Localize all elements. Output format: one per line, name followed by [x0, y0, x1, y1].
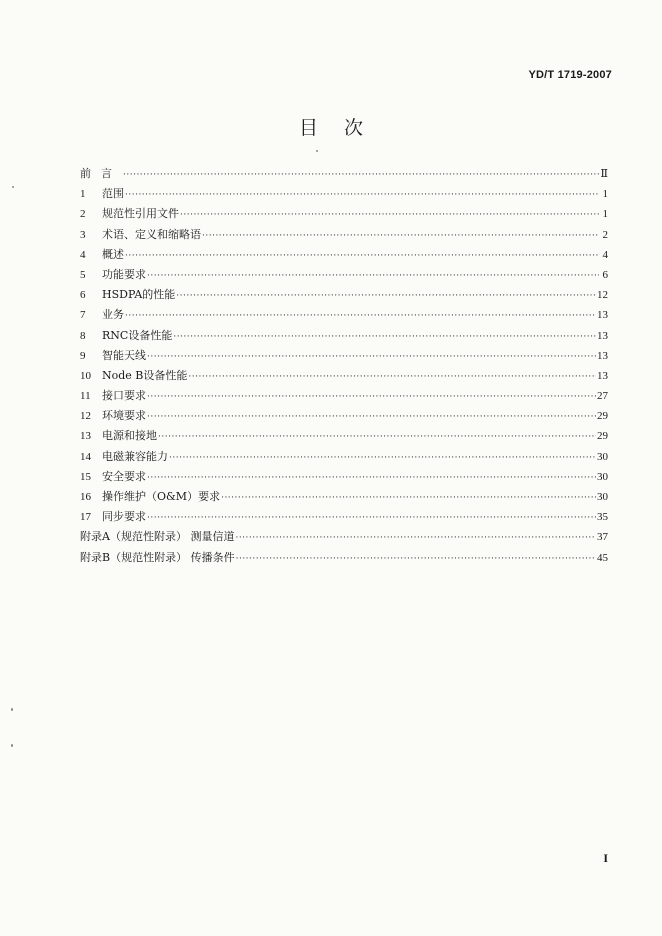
toc-entry[interactable]: [80, 285, 608, 305]
toc-entry-number: 16: [80, 491, 91, 503]
toc-entry-title: 术语、定义和缩略语: [102, 227, 201, 241]
toc-entry-number: 14: [80, 450, 91, 463]
toc-entry-number: 1: [80, 188, 86, 201]
toc-entry-page: Ⅱ: [600, 168, 608, 180]
scan-speck: [11, 708, 13, 711]
toc-entry-page: 13: [597, 349, 608, 362]
toc-entry[interactable]: [80, 548, 608, 568]
toc-entry-title: Node B设备性能: [102, 368, 188, 382]
toc-entry[interactable]: [80, 265, 608, 285]
toc-entry-page: 45: [597, 551, 608, 564]
toc-entry[interactable]: [80, 305, 608, 325]
toc-entry-number: 13: [80, 430, 91, 443]
toc-leader-dots: [169, 448, 596, 468]
toc-entry-number: 11: [80, 390, 91, 403]
toc-entry[interactable]: [80, 527, 608, 547]
toc-entry-title: 同步要求: [102, 510, 146, 524]
scan-speck: [12, 186, 14, 188]
toc-entry[interactable]: [80, 346, 608, 366]
toc-entry-title: 功能要求: [102, 267, 146, 281]
toc-entry[interactable]: [80, 487, 608, 507]
toc-entry-page: 35: [597, 511, 608, 524]
toc-leader-dots: [188, 367, 596, 387]
toc-entry-number: 17: [80, 511, 91, 524]
toc-entry[interactable]: [80, 467, 608, 487]
toc-entry-page: 12: [597, 289, 608, 302]
toc-entry[interactable]: [80, 366, 608, 386]
toc-entry[interactable]: [80, 245, 608, 265]
toc-entry-page: 30: [597, 491, 608, 503]
toc-entry-page: 29: [597, 430, 608, 443]
toc-entry-title: 电源和接地: [102, 429, 157, 443]
toc-entry-number: 4: [80, 248, 86, 261]
toc-entry-number: 6: [80, 289, 86, 302]
toc-entry-number: 3: [80, 228, 86, 241]
toc-entry-title: RNC设备性能: [102, 328, 173, 342]
toc-entry[interactable]: [80, 164, 608, 184]
toc-entry-page: 30: [597, 450, 608, 463]
page-number: I: [603, 851, 608, 865]
toc-entry[interactable]: [80, 386, 608, 406]
toc-entry-title: 规范性引用文件: [102, 207, 179, 221]
toc-entry[interactable]: [80, 184, 608, 204]
toc-leader-dots: [180, 205, 599, 225]
toc-entry[interactable]: [80, 426, 608, 446]
toc-entry-page: 6: [602, 268, 608, 281]
toc-entry-page: 2: [602, 228, 608, 241]
toc-entry[interactable]: [80, 406, 608, 426]
standard-code: YD/T 1719-2007: [528, 69, 612, 81]
toc-entry-page: 1: [602, 208, 608, 221]
toc-entry-title: 安全要求: [102, 469, 146, 483]
toc-entry-number: 7: [80, 309, 86, 322]
toc-entry-number: 9: [80, 349, 86, 362]
toc-entry-number: 12: [80, 410, 91, 423]
toc-leader-dots: [147, 508, 596, 528]
toc-entry-title: 业务: [102, 308, 124, 322]
toc-leader-dots: [236, 549, 596, 569]
toc-entry-page: 13: [597, 329, 608, 342]
toc-leader-dots: [147, 387, 596, 407]
toc-entry-page: 27: [597, 390, 608, 403]
toc-entry-title: 操作维护（O&M）要求: [102, 490, 221, 503]
toc-entry[interactable]: [80, 225, 608, 245]
toc-entry-number: 10: [80, 369, 91, 382]
toc-entry-title: 附录B（规范性附录） 传播条件: [80, 550, 235, 564]
table-of-contents: [80, 164, 608, 568]
toc-entry[interactable]: [80, 204, 608, 224]
toc-entry-page: 13: [597, 309, 608, 322]
toc-entry[interactable]: [80, 507, 608, 527]
toc-leader-dots: [123, 165, 599, 185]
toc-entry-title: 电磁兼容能力: [102, 449, 168, 463]
toc-entry-number: 15: [80, 470, 91, 483]
page-title: 目次: [298, 117, 389, 139]
toc-leader-dots: [125, 246, 599, 266]
toc-leader-dots: [125, 185, 599, 205]
toc-entry-title: 环境要求: [102, 409, 146, 423]
toc-entry-title: 智能天线: [102, 348, 146, 362]
toc-entry-title: 接口要求: [102, 389, 146, 403]
toc-entry-number: 5: [80, 268, 86, 281]
toc-leader-dots: [158, 427, 596, 447]
toc-entry-title: HSDPA的性能: [102, 288, 176, 302]
toc-leader-dots: [173, 327, 596, 347]
toc-entry-title: 范围: [102, 187, 124, 201]
toc-entry[interactable]: [80, 326, 608, 346]
toc-entry-title: 附录A（规范性附录） 测量信道: [80, 530, 235, 544]
toc-leader-dots: [235, 528, 596, 548]
toc-leader-dots: [147, 266, 599, 286]
toc-entry-page: 29: [597, 410, 608, 423]
toc-leader-dots: [221, 488, 596, 508]
toc-entry-title: 前言: [80, 167, 122, 180]
toc-entry-number: 2: [80, 208, 86, 221]
toc-entry[interactable]: [80, 447, 608, 467]
toc-entry-page: 1: [602, 188, 608, 201]
toc-leader-dots: [147, 347, 596, 367]
toc-leader-dots: [202, 226, 599, 246]
scan-speck: [11, 744, 13, 747]
toc-entry-page: 37: [597, 531, 608, 544]
toc-leader-dots: [147, 468, 596, 488]
scan-speck: [316, 150, 318, 152]
toc-leader-dots: [176, 286, 596, 306]
toc-entry-page: 30: [597, 470, 608, 483]
toc-leader-dots: [125, 306, 596, 326]
toc-entry-page: 4: [602, 248, 608, 261]
toc-leader-dots: [147, 407, 596, 427]
toc-entry-number: 8: [80, 329, 86, 342]
toc-entry-page: 13: [597, 369, 608, 382]
toc-entry-title: 概述: [102, 247, 124, 261]
